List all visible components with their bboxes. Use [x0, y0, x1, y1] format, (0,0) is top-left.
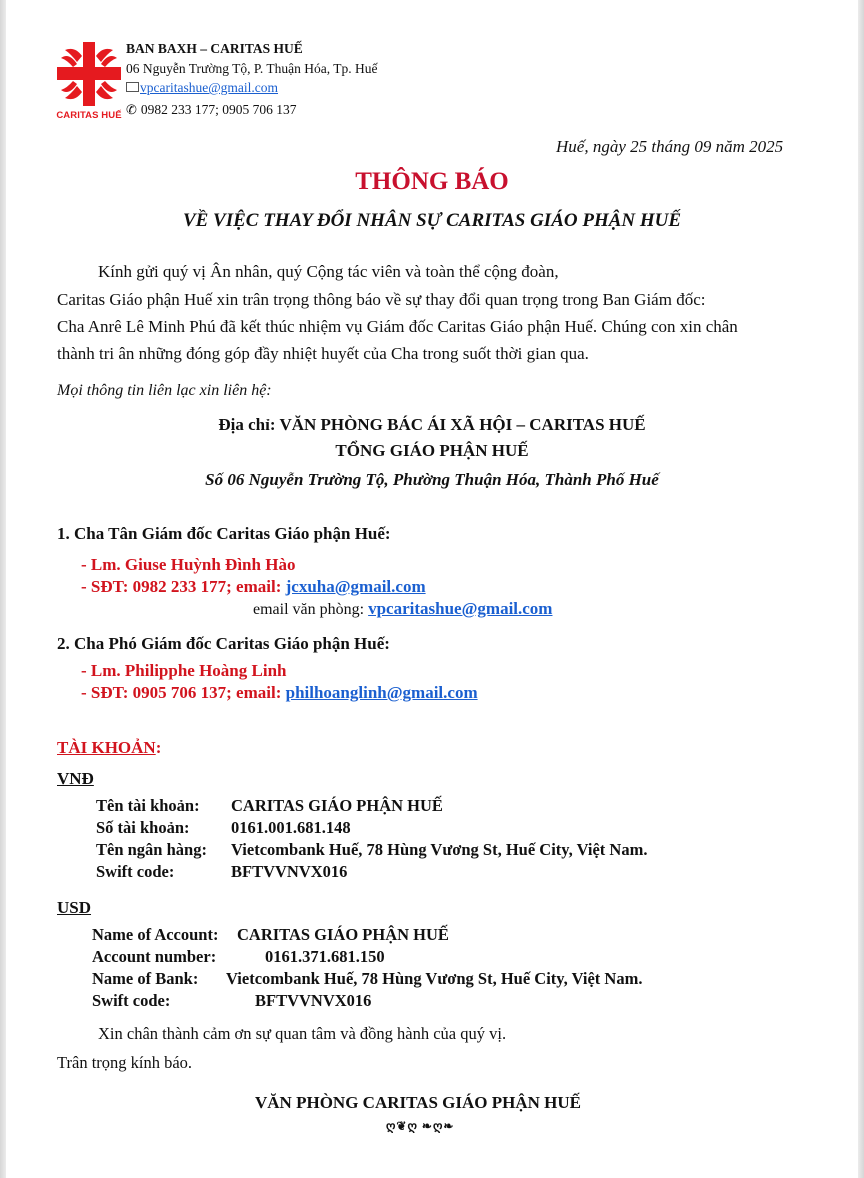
section-heading: 1. Cha Tân Giám đốc Caritas Giáo phận Huế:: [57, 524, 391, 543]
office-email-line: [253, 599, 552, 619]
account-label: Name of Bank:: [92, 969, 199, 988]
currency-vnd: VNĐ: [57, 769, 94, 788]
org-phone: 0982 233 177; 0905 706 137: [140, 102, 297, 117]
accounts-heading-text: TÀI KHOẢN: [57, 738, 156, 757]
account-value: 0161.001.681.148: [231, 818, 351, 837]
account-label: Tên tài khoản:: [96, 796, 200, 815]
account-value: BFTVVNVX016: [255, 991, 372, 1010]
signature-office: VĂN PHÒNG CARITAS GIÁO PHẬN HUẾ: [255, 1093, 582, 1112]
account-value: CARITAS GIÁO PHẬN HUẾ: [231, 796, 443, 815]
org-name: BAN BAXH – CARITAS HUẾ: [126, 41, 303, 56]
body-line: Cha Anrê Lê Minh Phú đã kết thúc nhiệm vụ Giám đốc Caritas Giáo phận Huế. Chúng con xin chân: [57, 317, 738, 336]
ornament: ღ❦ღ ❧ღ❧: [386, 1119, 455, 1133]
vice-director-name: - Lm. Philipphe Hoàng Linh: [81, 661, 287, 680]
account-label: Account number:: [92, 947, 217, 966]
accounts-heading: [57, 738, 161, 758]
account-value: Vietcombank Huế, 78 Hùng Vương St, Huế City, Việt Nam.: [231, 840, 648, 859]
body-line: Caritas Giáo phận Huế xin trân trọng thông báo về sự thay đổi quan trọng trong Ban Giám đốc:: [57, 290, 706, 309]
org-phone-line: [126, 102, 297, 118]
org-email-link[interactable]: vpcaritashue@gmail.com: [140, 80, 279, 95]
org-email-line: [126, 80, 278, 96]
greeting: Kính gửi quý vị Ân nhân, quý Cộng tác viên và toàn thể cộng đoàn,: [98, 262, 559, 281]
document-title: THÔNG BÁO: [355, 168, 509, 195]
account-label: Tên ngân hàng:: [96, 840, 207, 859]
contact-address-line: TỔNG GIÁO PHẬN HUẾ: [335, 441, 529, 460]
regards-line: Trân trọng kính báo.: [57, 1053, 193, 1072]
currency-usd: USD: [57, 898, 92, 917]
account-label: Name of Account:: [92, 925, 219, 944]
account-value: Vietcombank Huế, 78 Hùng Vương St, Huế City, Việt Nam.: [226, 969, 643, 988]
vice-director-phone: - SĐT: 0905 706 137; email:: [81, 683, 286, 702]
director-phone: - SĐT: 0982 233 177; email:: [81, 577, 286, 596]
director-contact: [81, 577, 426, 597]
director-name: - Lm. Giuse Huỳnh Đình Hào: [81, 555, 296, 574]
document-date: Huế, ngày 25 tháng 09 năm 2025: [556, 137, 784, 156]
accounts-heading-colon: :: [155, 738, 162, 757]
director-email-link[interactable]: jcxuha@gmail.com: [285, 577, 426, 596]
account-label: Swift code:: [92, 991, 171, 1010]
office-email-link[interactable]: vpcaritashue@gmail.com: [368, 599, 553, 618]
contact-address-line: Số 06 Nguyễn Trường Tộ, Phường Thuận Hóa, Thành Phố Huế: [205, 470, 659, 489]
account-value: CARITAS GIÁO PHẬN HUẾ: [237, 925, 449, 944]
org-address: 06 Nguyễn Trường Tộ, P. Thuận Hóa, Tp. Huế: [126, 61, 378, 76]
caritas-logo: [55, 40, 123, 124]
vice-director-email-link[interactable]: philhoanglinh@gmail.com: [285, 683, 478, 702]
contact-address-line: Địa chỉ: VĂN PHÒNG BÁC ÁI XÃ HỘI – CARITAS HUẾ: [218, 415, 646, 434]
document-subtitle: VỀ VIỆC THAY ĐỔI NHÂN SỰ CARITAS GIÁO PHẬN HUẾ: [182, 210, 682, 231]
section-heading: 2. Cha Phó Giám đốc Caritas Giáo phận Huế:: [57, 634, 390, 653]
contact-label: Mọi thông tin liên lạc xin liên hệ:: [57, 382, 272, 399]
logo-text: CARITAS HUẾ: [56, 110, 122, 121]
body-line: thành tri ân những đóng góp đầy nhiệt huyết của Cha trong suốt thời gian qua.: [57, 344, 589, 363]
phone-icon: ✆: [126, 102, 137, 117]
office-email-label: email văn phòng:: [253, 601, 369, 618]
envelope-icon: [126, 82, 139, 92]
thanks-line: Xin chân thành cảm ơn sự quan tâm và đồng hành của quý vị.: [98, 1024, 507, 1043]
account-value: 0161.371.681.150: [265, 947, 385, 966]
vice-director-contact: [81, 683, 478, 703]
account-value: BFTVVNVX016: [231, 862, 348, 881]
account-label: Swift code:: [96, 862, 175, 881]
caritas-cross-flame-icon: [55, 40, 123, 108]
account-label: Số tài khoản:: [96, 818, 190, 837]
